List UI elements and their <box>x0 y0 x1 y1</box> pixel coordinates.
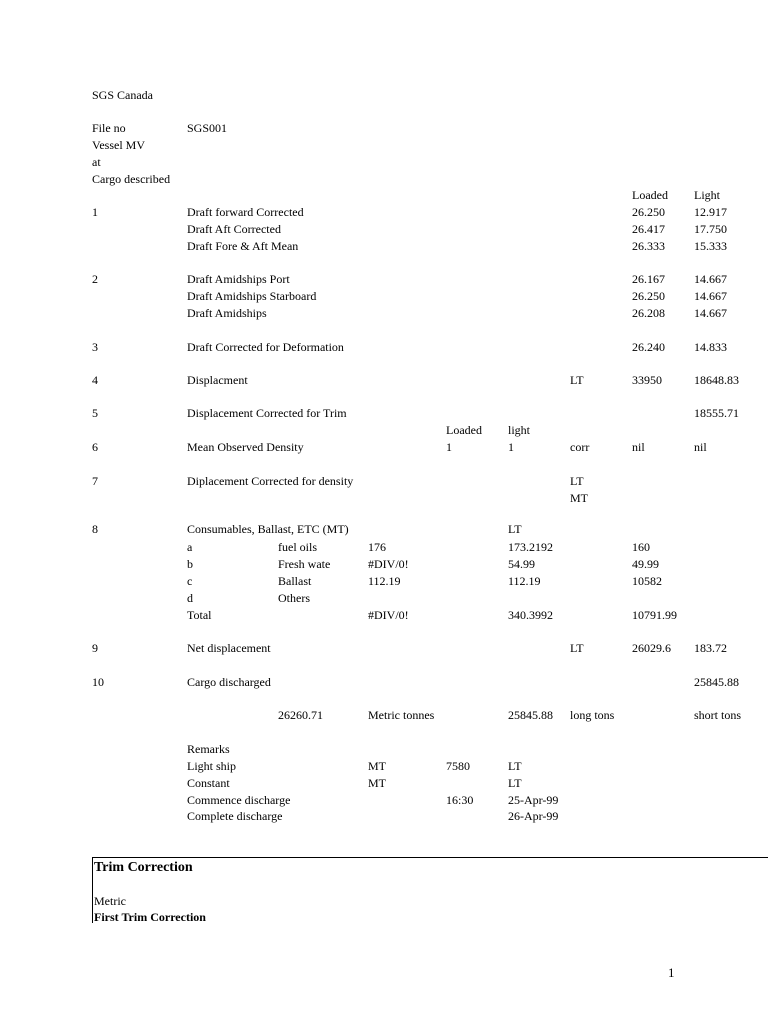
unit-label: LT <box>570 474 584 488</box>
row-number: 5 <box>92 406 98 420</box>
row-label: Cargo discharged <box>187 675 271 689</box>
row-label: Displacement Corrected for Trim <box>187 406 347 420</box>
item-name: fuel oils <box>278 540 317 554</box>
unit-label: LT <box>570 373 584 387</box>
header-light: Light <box>694 188 720 202</box>
item-mt: 176 <box>368 540 386 554</box>
item-lt: 112.19 <box>508 574 541 588</box>
loaded-value: 26.240 <box>632 340 665 354</box>
item-name: Fresh wate <box>278 557 331 571</box>
light-value: 14.833 <box>694 340 727 354</box>
row-label: Draft Amidships Starboard <box>187 289 317 303</box>
row-label: Diplacement Corrected for density <box>187 474 354 488</box>
row-number: 6 <box>92 440 98 454</box>
light-value: 14.667 <box>694 272 727 286</box>
long-tons-label: long tons <box>570 708 615 722</box>
row-number: 7 <box>92 474 98 488</box>
row-number: 10 <box>92 675 104 689</box>
commence-time: 16:30 <box>446 793 474 807</box>
loaded-value: 26.417 <box>632 222 665 236</box>
header-loaded: Loaded <box>632 188 668 202</box>
loaded-value: 26.208 <box>632 306 665 320</box>
section-divider <box>92 857 768 858</box>
total-label: Total <box>187 608 212 622</box>
loaded-value: 33950 <box>632 373 662 387</box>
unit-label: LT <box>508 522 522 536</box>
light-ship-value: 7580 <box>446 759 470 773</box>
light-value: 25845.88 <box>694 675 739 689</box>
item-light: 160 <box>632 540 650 554</box>
at-label: at <box>92 155 101 169</box>
corr-loaded: nil <box>632 440 645 454</box>
vessel-label: Vessel MV <box>92 138 145 152</box>
row-label: Net displacement <box>187 641 271 655</box>
loaded-value: 26.250 <box>632 205 665 219</box>
light-value: 17.750 <box>694 222 727 236</box>
file-no-value: SGS001 <box>187 121 228 135</box>
light-ship-unit-lt: LT <box>508 759 522 773</box>
commence-label: Commence discharge <box>187 793 291 807</box>
item-letter: c <box>187 574 193 588</box>
item-letter: a <box>187 540 193 554</box>
row-label: Draft forward Corrected <box>187 205 304 219</box>
row-number: 8 <box>92 522 98 536</box>
light-ship-label: Light ship <box>187 759 237 773</box>
metric-tonnes-label: Metric tonnes <box>368 708 435 722</box>
loaded-value: 26.167 <box>632 272 665 286</box>
item-lt: 173.2192 <box>508 540 553 554</box>
complete-date: 26-Apr-99 <box>508 809 559 823</box>
corr-label: corr <box>570 440 590 454</box>
item-lt: 54.99 <box>508 557 535 571</box>
trim-correction-title: Trim Correction <box>94 860 193 875</box>
light-value: 12.917 <box>694 205 727 219</box>
constant-unit: MT <box>368 776 386 790</box>
page-number: 1 <box>668 965 675 980</box>
row-number: 1 <box>92 205 98 219</box>
item-letter: d <box>187 591 193 605</box>
company-name: SGS Canada <box>92 88 153 102</box>
corr-light: nil <box>694 440 707 454</box>
loaded-value: 26.250 <box>632 289 665 303</box>
item-name: Ballast <box>278 574 312 588</box>
density-header-light: light <box>508 423 531 437</box>
row-number: 4 <box>92 373 98 387</box>
unit-label: LT <box>570 641 584 655</box>
loaded-value: 26.333 <box>632 239 665 253</box>
row-label: Draft Amidships Port <box>187 272 290 286</box>
section-border <box>92 857 93 923</box>
density-loaded: 1 <box>446 440 452 454</box>
density-light: 1 <box>508 440 514 454</box>
row-number: 2 <box>92 272 98 286</box>
row-label: Consumables, Ballast, ETC (MT) <box>187 522 349 536</box>
item-letter: b <box>187 557 193 571</box>
light-value: 18555.71 <box>694 406 739 420</box>
row-label: Draft Aft Corrected <box>187 222 281 236</box>
first-trim-correction-label: First Trim Correction <box>94 910 206 924</box>
constant-label: Constant <box>187 776 230 790</box>
item-light: 10582 <box>632 574 662 588</box>
item-mt: 112.19 <box>368 574 401 588</box>
row-label: Draft Amidships <box>187 306 267 320</box>
row-label: Mean Observed Density <box>187 440 304 454</box>
light-ship-unit: MT <box>368 759 386 773</box>
density-header-loaded: Loaded <box>446 423 482 437</box>
file-no-label: File no <box>92 121 126 135</box>
total-mt: #DIV/0! <box>368 608 409 622</box>
constant-unit-lt: LT <box>508 776 522 790</box>
short-tons-label: short tons <box>694 708 742 722</box>
row-number: 9 <box>92 641 98 655</box>
item-mt: #DIV/0! <box>368 557 409 571</box>
light-value: 183.72 <box>694 641 727 655</box>
row-number: 3 <box>92 340 98 354</box>
light-value: 15.333 <box>694 239 727 253</box>
remarks-title: Remarks <box>187 742 230 756</box>
light-value: 18648.83 <box>694 373 739 387</box>
metric-label: Metric <box>94 894 126 908</box>
light-value: 14.667 <box>694 306 727 320</box>
item-light: 49.99 <box>632 557 659 571</box>
loaded-value: 26029.6 <box>632 641 671 655</box>
complete-label: Complete discharge <box>187 809 283 823</box>
row-label: Draft Corrected for Deformation <box>187 340 344 354</box>
long-tons-value: 25845.88 <box>508 708 553 722</box>
commence-date: 25-Apr-99 <box>508 793 559 807</box>
unit-label: MT <box>570 491 588 505</box>
item-name: Others <box>278 591 310 605</box>
total-light: 10791.99 <box>632 608 677 622</box>
metric-tonnes-value: 26260.71 <box>278 708 323 722</box>
row-label: Draft Fore & Aft Mean <box>187 239 299 253</box>
cargo-label: Cargo described <box>92 172 171 186</box>
total-lt: 340.3992 <box>508 608 553 622</box>
row-label: Displacment <box>187 373 248 387</box>
light-value: 14.667 <box>694 289 727 303</box>
